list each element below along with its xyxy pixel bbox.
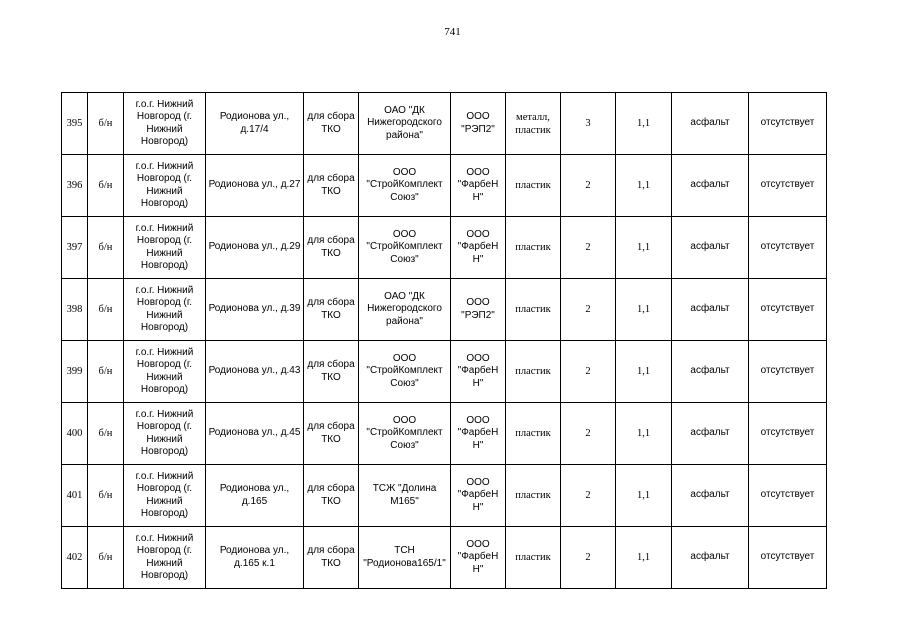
- cell-container-material: пластик: [506, 341, 561, 403]
- cell-fence: отсутствует: [749, 217, 827, 279]
- cell-house-number: б/н: [88, 527, 124, 589]
- table-row: [62, 279, 827, 341]
- table-row: [62, 403, 827, 465]
- cell-surface: асфальт: [672, 465, 749, 527]
- cell-fence: отсутствует: [749, 341, 827, 403]
- cell-operator: ООО "РЭП2": [451, 93, 506, 155]
- cell-locality: г.о.г. Нижний Новгород (г. Нижний Новгород): [124, 341, 206, 403]
- cell-operator: ООО "ФарбеН Н": [451, 403, 506, 465]
- cell-locality: г.о.г. Нижний Новгород (г. Нижний Новгород): [124, 279, 206, 341]
- table-row: [62, 93, 827, 155]
- table-row: [62, 527, 827, 589]
- cell-container-material: пластик: [506, 155, 561, 217]
- cell-container-count: 2: [561, 465, 616, 527]
- cell-operator: ООО "ФарбеН Н": [451, 155, 506, 217]
- cell-purpose: для сбора ТКО: [304, 403, 359, 465]
- cell-fence: отсутствует: [749, 527, 827, 589]
- cell-locality: г.о.г. Нижний Новгород (г. Нижний Новгород): [124, 403, 206, 465]
- cell-address: Родионова ул., д.43: [206, 341, 304, 403]
- cell-container-material: пластик: [506, 465, 561, 527]
- cell-container-material: пластик: [506, 403, 561, 465]
- cell-address: Родионова ул., д.27: [206, 155, 304, 217]
- cell-owner: ООО "СтройКомплект Союз": [359, 217, 451, 279]
- cell-surface: асфальт: [672, 155, 749, 217]
- cell-number: 399: [62, 341, 88, 403]
- cell-house-number: б/н: [88, 217, 124, 279]
- cell-surface: асфальт: [672, 217, 749, 279]
- cell-fence: отсутствует: [749, 93, 827, 155]
- cell-surface: асфальт: [672, 403, 749, 465]
- page-number: 741: [444, 26, 461, 38]
- cell-operator: ООО "ФарбеН Н": [451, 465, 506, 527]
- cell-locality: г.о.г. Нижний Новгород (г. Нижний Новгород): [124, 217, 206, 279]
- cell-fence: отсутствует: [749, 403, 827, 465]
- cell-purpose: для сбора ТКО: [304, 465, 359, 527]
- cell-container-count: 2: [561, 155, 616, 217]
- cell-owner: ОАО "ДК Нижегородского района": [359, 93, 451, 155]
- cell-container-count: 2: [561, 403, 616, 465]
- table-row: [62, 465, 827, 527]
- cell-operator: ООО "РЭП2": [451, 279, 506, 341]
- cell-container-volume: 1,1: [616, 403, 672, 465]
- cell-house-number: б/н: [88, 341, 124, 403]
- cell-container-volume: 1,1: [616, 155, 672, 217]
- cell-address: Родионова ул., д.29: [206, 217, 304, 279]
- cell-fence: отсутствует: [749, 465, 827, 527]
- cell-container-volume: 1,1: [616, 217, 672, 279]
- cell-surface: асфальт: [672, 341, 749, 403]
- cell-surface: асфальт: [672, 527, 749, 589]
- cell-container-count: 2: [561, 527, 616, 589]
- cell-house-number: б/н: [88, 403, 124, 465]
- cell-container-count: 3: [561, 93, 616, 155]
- cell-locality: г.о.г. Нижний Новгород (г. Нижний Новгород): [124, 527, 206, 589]
- cell-fence: отсутствует: [749, 279, 827, 341]
- cell-number: 402: [62, 527, 88, 589]
- cell-number: 398: [62, 279, 88, 341]
- cell-number: 397: [62, 217, 88, 279]
- cell-purpose: для сбора ТКО: [304, 527, 359, 589]
- table-row: [62, 155, 827, 217]
- cell-fence: отсутствует: [749, 155, 827, 217]
- table-body: [62, 93, 827, 589]
- cell-container-material: пластик: [506, 217, 561, 279]
- table-row: [62, 217, 827, 279]
- cell-container-volume: 1,1: [616, 465, 672, 527]
- cell-address: Родионова ул., д.39: [206, 279, 304, 341]
- cell-address: Родионова ул., д.165: [206, 465, 304, 527]
- cell-number: 395: [62, 93, 88, 155]
- cell-container-material: пластик: [506, 527, 561, 589]
- cell-house-number: б/н: [88, 155, 124, 217]
- cell-locality: г.о.г. Нижний Новгород (г. Нижний Новгород): [124, 93, 206, 155]
- cell-owner: ООО "СтройКомплект Союз": [359, 341, 451, 403]
- cell-house-number: б/н: [88, 93, 124, 155]
- cell-purpose: для сбора ТКО: [304, 93, 359, 155]
- cell-container-material: пластик: [506, 279, 561, 341]
- cell-number: 401: [62, 465, 88, 527]
- registry-table: [61, 92, 827, 589]
- cell-address: Родионова ул., д.165 к.1: [206, 527, 304, 589]
- cell-container-material: металл, пластик: [506, 93, 561, 155]
- cell-address: Родионова ул., д.17/4: [206, 93, 304, 155]
- cell-container-count: 2: [561, 341, 616, 403]
- cell-number: 400: [62, 403, 88, 465]
- cell-container-volume: 1,1: [616, 93, 672, 155]
- cell-surface: асфальт: [672, 93, 749, 155]
- cell-purpose: для сбора ТКО: [304, 341, 359, 403]
- cell-container-volume: 1,1: [616, 341, 672, 403]
- table-row: [62, 341, 827, 403]
- cell-number: 396: [62, 155, 88, 217]
- cell-purpose: для сбора ТКО: [304, 155, 359, 217]
- cell-container-volume: 1,1: [616, 527, 672, 589]
- cell-house-number: б/н: [88, 279, 124, 341]
- cell-owner: ТСЖ "Долина М165": [359, 465, 451, 527]
- cell-operator: ООО "ФарбеН Н": [451, 527, 506, 589]
- cell-address: Родионова ул., д.45: [206, 403, 304, 465]
- cell-locality: г.о.г. Нижний Новгород (г. Нижний Новгород): [124, 465, 206, 527]
- cell-owner: ООО "СтройКомплект Союз": [359, 403, 451, 465]
- cell-owner: ООО "СтройКомплект Союз": [359, 155, 451, 217]
- cell-purpose: для сбора ТКО: [304, 217, 359, 279]
- cell-surface: асфальт: [672, 279, 749, 341]
- cell-container-volume: 1,1: [616, 279, 672, 341]
- cell-locality: г.о.г. Нижний Новгород (г. Нижний Новгород): [124, 155, 206, 217]
- cell-container-count: 2: [561, 217, 616, 279]
- cell-operator: ООО "ФарбеН Н": [451, 341, 506, 403]
- cell-purpose: для сбора ТКО: [304, 279, 359, 341]
- cell-owner: ОАО "ДК Нижегородского района": [359, 279, 451, 341]
- cell-house-number: б/н: [88, 465, 124, 527]
- cell-operator: ООО "ФарбеН Н": [451, 217, 506, 279]
- cell-container-count: 2: [561, 279, 616, 341]
- cell-owner: ТСН "Родионова165/1": [359, 527, 451, 589]
